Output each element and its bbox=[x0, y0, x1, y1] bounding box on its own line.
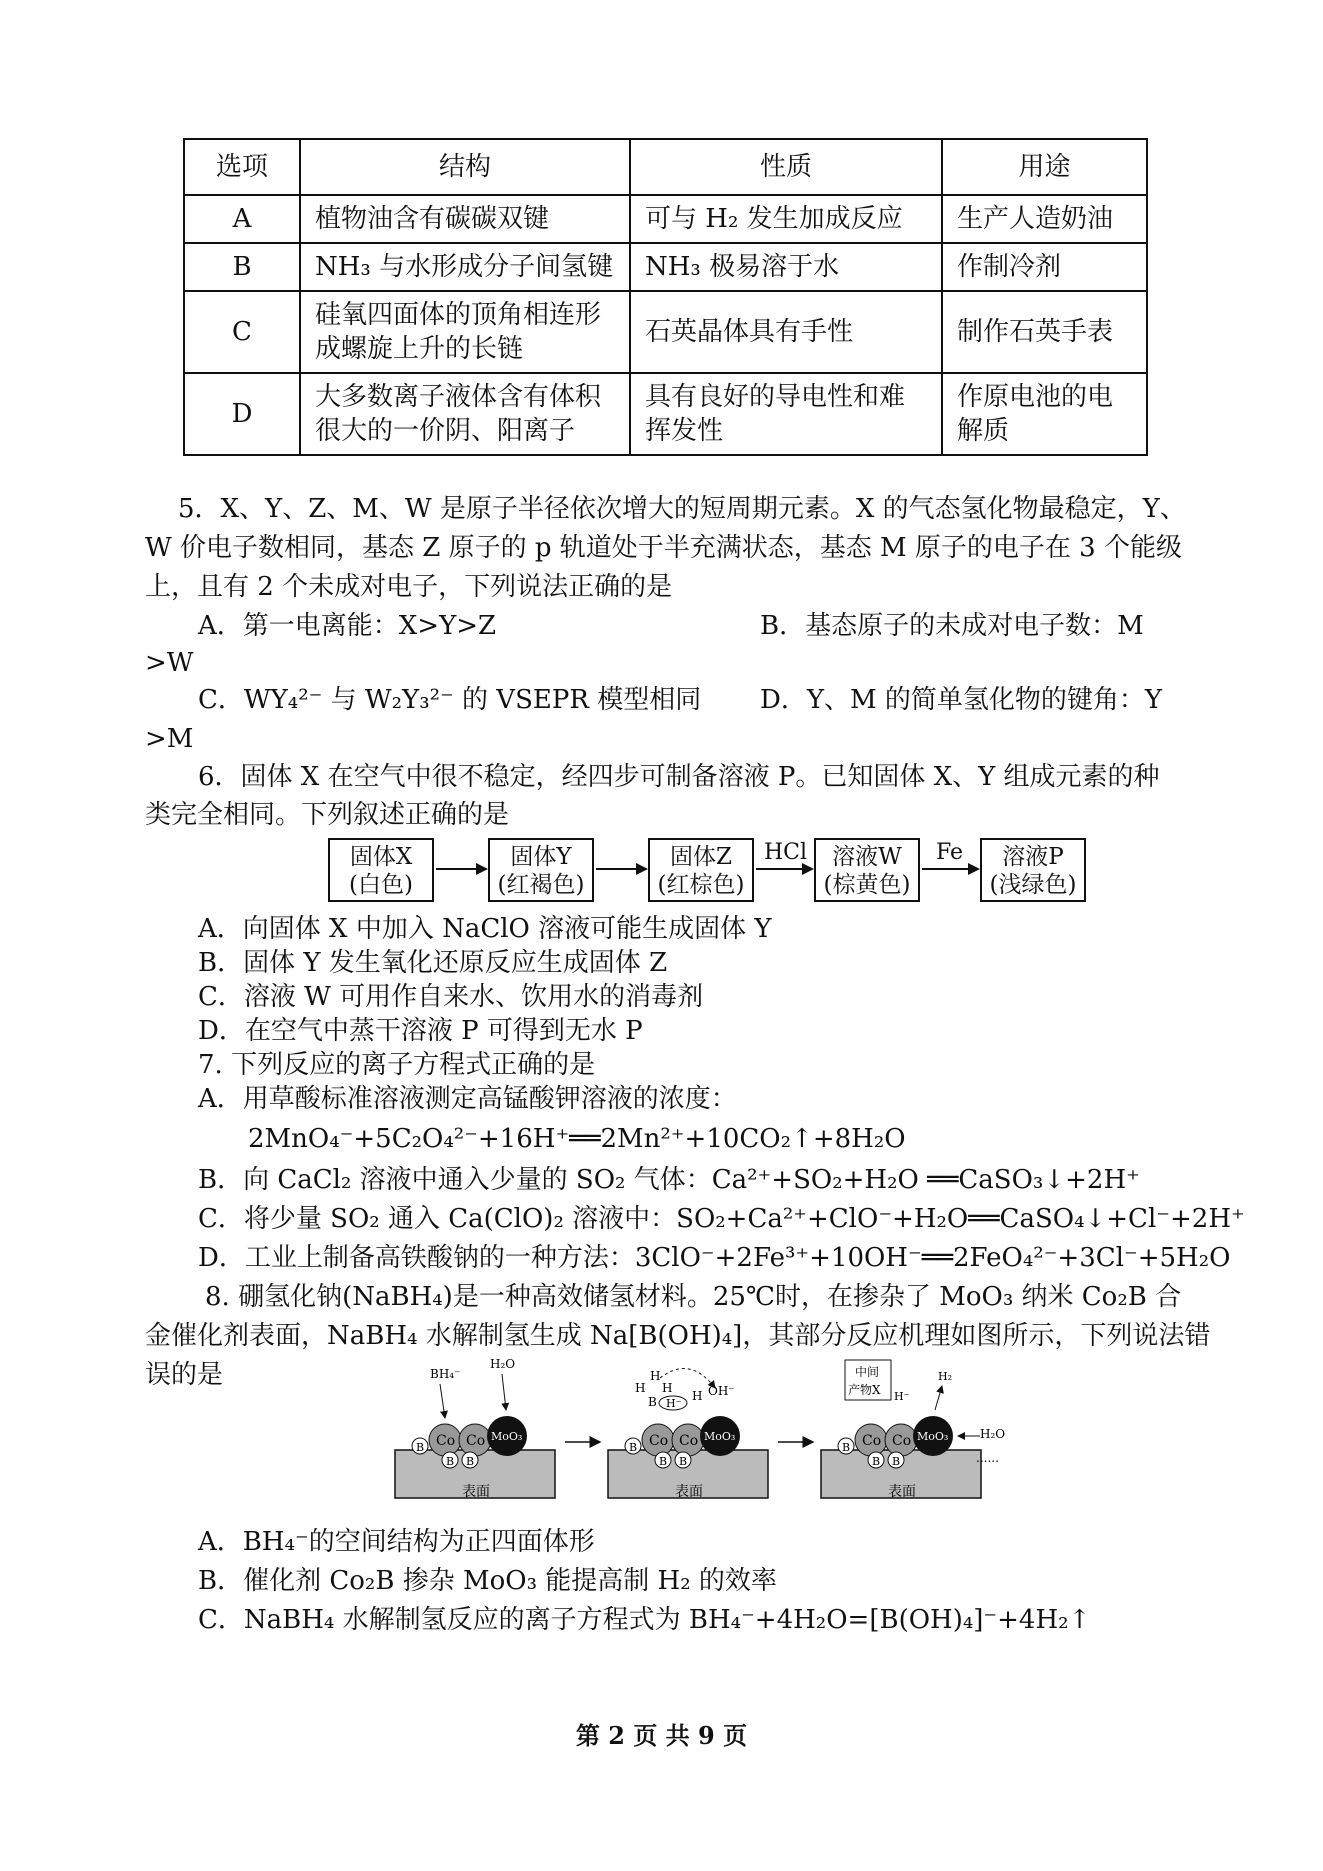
co-label: Co bbox=[892, 1433, 912, 1449]
row-use bbox=[942, 373, 1147, 455]
structure-line: 硅氧四面体的顶角相连形 bbox=[315, 300, 602, 330]
b-label: B bbox=[648, 1395, 657, 1409]
flow-arrow bbox=[596, 868, 646, 870]
q5-option-d: D．Y、M 的简单氢化物的键角：Y bbox=[760, 685, 1163, 715]
q5-stem-line2: W 价电子数相同，基态 Z 原子的 p 轨道处于半充满状态，基态 M 原子的电子在 3 个能级 bbox=[145, 533, 1182, 563]
h-label: H bbox=[635, 1381, 646, 1395]
property-line: 挥发性 bbox=[645, 416, 724, 446]
intermediate-label: 产物X bbox=[848, 1383, 881, 1397]
h-label: H bbox=[662, 1381, 673, 1395]
surface-label: 表面 bbox=[462, 1484, 490, 1500]
property-line: 具有良好的导电性和难 bbox=[645, 382, 906, 412]
flow-box-color: (红褐色) bbox=[497, 872, 585, 898]
continuation-dots: ...... bbox=[976, 1451, 999, 1465]
arrow-bh4 bbox=[440, 1384, 445, 1418]
q8-option-a: A．BH₄⁻的空间结构为正四面体形 bbox=[198, 1527, 595, 1557]
panel-3 bbox=[821, 1360, 1005, 1500]
q6-stem-line1: 6．固体 X 在空气中很不稳定，经四步可制备溶液 P。已知固体 X、Y 组成元素的种 bbox=[198, 762, 1160, 792]
flow-arrow-fe bbox=[922, 840, 978, 870]
row-option: A bbox=[184, 195, 300, 243]
flow-box-color: (浅绿色) bbox=[989, 872, 1077, 898]
flow-box-label: 固体X bbox=[349, 844, 413, 870]
q5-option-d-cont: >M bbox=[145, 724, 194, 754]
row-property: 石英晶体具有手性 bbox=[630, 291, 942, 373]
row-use: 生产人造奶油 bbox=[942, 195, 1147, 243]
table-row bbox=[184, 195, 1147, 243]
flow-box-color: (白色) bbox=[349, 872, 413, 898]
surface-label: 表面 bbox=[888, 1484, 916, 1500]
co-label: Co bbox=[679, 1433, 699, 1449]
row-use: 制作石英手表 bbox=[942, 291, 1147, 373]
flow-arrow bbox=[436, 868, 486, 870]
row-option: C bbox=[184, 291, 300, 373]
q8-option-c: C．NaBH₄ 水解制氢反应的离子方程式为 BH₄⁻+4H₂O=[B(OH)₄]⁻+4H₂↑ bbox=[198, 1605, 1091, 1635]
panel-2 bbox=[608, 1369, 768, 1500]
co-label: Co bbox=[649, 1433, 669, 1449]
header-property: 性质 bbox=[630, 139, 942, 195]
q5-option-b-cont: >W bbox=[145, 648, 194, 678]
table-row bbox=[184, 243, 1147, 291]
flow-box-solution-p bbox=[980, 838, 1086, 902]
q8-stem-line2: 金催化剂表面，NaBH₄ 水解制氢生成 Na[B(OH)₄]，其部分反应机理如图所示，下列说法错 bbox=[145, 1321, 1211, 1351]
q7-option-a-equation: 2MnO₄⁻+5C₂O₄²⁻+16H⁺══2Mn²⁺+10CO₂↑+8H₂O bbox=[248, 1124, 906, 1154]
moo3-label: MoO₃ bbox=[491, 1430, 523, 1443]
q5-option-c: C．WY₄²⁻ 与 W₂Y₃²⁻ 的 VSEPR 模型相同 bbox=[198, 685, 702, 715]
intermediate-label: 中间 bbox=[855, 1365, 880, 1379]
bh4-label: BH₄⁻ bbox=[430, 1367, 461, 1381]
row-property: 可与 H₂ 发生加成反应 bbox=[630, 195, 942, 243]
q7-option-b: B．向 CaCl₂ 溶液中通入少量的 SO₂ 气体：Ca²⁺+SO₂+H₂O ══CaSO₃↓+2H⁺ bbox=[198, 1165, 1140, 1195]
row-use: 作制冷剂 bbox=[942, 243, 1147, 291]
q6-stem-line2: 类完全相同。下列叙述正确的是 bbox=[145, 800, 510, 830]
q8-stem-line1: 8. 硼氢化钠(NaBH₄)是一种高效储氢材料。25℃时，在掺杂了 MoO₃ 纳米 Co₂B 合 bbox=[205, 1282, 1182, 1312]
flow-box-solid-y bbox=[488, 838, 594, 902]
flow-arrow-hcl bbox=[756, 840, 812, 870]
b-label: B bbox=[466, 1455, 475, 1468]
h2o-label: H₂O bbox=[980, 1427, 1006, 1441]
q8-stem-line3: 误的是 bbox=[145, 1360, 224, 1390]
page-footer: 第 2 页 共 9 页 bbox=[575, 1721, 748, 1750]
flow-box-solid-x bbox=[328, 838, 434, 902]
b-label: B bbox=[679, 1455, 688, 1468]
b-label: B bbox=[842, 1441, 851, 1454]
flow-box-label: 溶液P bbox=[1002, 844, 1064, 870]
b-label: B bbox=[872, 1455, 881, 1468]
h2o-label: H₂O bbox=[490, 1357, 516, 1371]
q7-option-c: C．将少量 SO₂ 通入 Ca(ClO)₂ 溶液中：SO₂+Ca²⁺+ClO⁻+H₂O══CaSO₄↓+Cl⁻+2H⁺ bbox=[198, 1204, 1245, 1234]
q6-option-b: B．固体 Y 发生氧化还原反应生成固体 Z bbox=[198, 948, 668, 978]
flow-box-label: 溶液W bbox=[832, 844, 902, 870]
b-label: B bbox=[629, 1441, 638, 1454]
arrow-h2o bbox=[502, 1374, 506, 1410]
header-structure: 结构 bbox=[300, 139, 630, 195]
h-label: H bbox=[692, 1389, 703, 1403]
row-option: B bbox=[184, 243, 300, 291]
co-label: Co bbox=[862, 1433, 882, 1449]
surface-label: 表面 bbox=[675, 1484, 703, 1500]
structure-line: 大多数离子液体含有体积 bbox=[315, 382, 602, 412]
q6-option-c: C．溶液 W 可用作自来水、饮用水的消毒剂 bbox=[198, 982, 704, 1012]
flow-box-color: (棕黄色) bbox=[823, 872, 911, 898]
q7-stem: 7. 下列反应的离子方程式正确的是 bbox=[198, 1050, 596, 1080]
b-label: B bbox=[416, 1441, 425, 1454]
options-table bbox=[183, 138, 1148, 456]
row-structure: 植物油含有碳碳双键 bbox=[300, 195, 630, 243]
row-structure: NH₃ 与水形成分子间氢键 bbox=[300, 243, 630, 291]
reaction-mechanism-figure bbox=[390, 1350, 1010, 1510]
h-minus-label: H⁻ bbox=[666, 1397, 682, 1410]
moo3-label: MoO₃ bbox=[704, 1430, 736, 1443]
moo3-label: MoO₃ bbox=[917, 1430, 949, 1443]
b-label: B bbox=[446, 1455, 455, 1468]
row-property bbox=[630, 373, 942, 455]
flow-arrow-label: HCl bbox=[764, 840, 808, 865]
flow-box-solution-w bbox=[814, 838, 920, 902]
panel-1 bbox=[395, 1357, 555, 1500]
structure-line: 成螺旋上升的长链 bbox=[315, 334, 524, 364]
flow-box-color: (红棕色) bbox=[657, 872, 745, 898]
b-label: B bbox=[659, 1455, 668, 1468]
q6-option-d: D．在空气中蒸干溶液 P 可得到无水 P bbox=[198, 1016, 643, 1046]
table-row bbox=[184, 291, 1147, 373]
q5-stem-line3: 上，且有 2 个未成对电子，下列说法正确的是 bbox=[145, 572, 673, 602]
q6-option-a: A．向固体 X 中加入 NaClO 溶液可能生成固体 Y bbox=[198, 914, 772, 944]
h-minus-label: H⁻ bbox=[894, 1390, 910, 1403]
q7-option-a: A．用草酸标准溶液测定高锰酸钾溶液的浓度： bbox=[198, 1084, 737, 1114]
b-label: B bbox=[892, 1455, 901, 1468]
arrow-h2 bbox=[935, 1386, 942, 1410]
co-label: Co bbox=[436, 1433, 456, 1449]
flow-box-label: 固体Y bbox=[510, 844, 572, 870]
q5-option-a: A．第一电离能：X>Y>Z bbox=[198, 611, 497, 641]
q8-option-b: B．催化剂 Co₂B 掺杂 MoO₃ 能提高制 H₂ 的效率 bbox=[198, 1566, 777, 1596]
row-option: D bbox=[184, 373, 300, 455]
co-label: Co bbox=[466, 1433, 486, 1449]
use-line: 解质 bbox=[957, 416, 1010, 446]
q5-option-b: B．基态原子的未成对电子数：M bbox=[760, 611, 1144, 641]
row-property: NH₃ 极易溶于水 bbox=[630, 243, 942, 291]
h-label: H bbox=[650, 1369, 661, 1383]
oh-label: OH⁻ bbox=[708, 1384, 735, 1398]
table-row bbox=[184, 373, 1147, 455]
flow-box-label: 固体Z bbox=[670, 844, 732, 870]
q7-option-d: D．工业上制备高铁酸钠的一种方法：3ClO⁻+2Fe³⁺+10OH⁻══2FeO₄²⁻+3Cl⁻+5H₂O bbox=[198, 1243, 1231, 1273]
flow-arrow-label: Fe bbox=[936, 840, 964, 865]
use-line: 作原电池的电 bbox=[957, 382, 1114, 412]
header-option: 选项 bbox=[184, 139, 300, 195]
table-header-row bbox=[184, 139, 1147, 195]
h2-label: H₂ bbox=[938, 1370, 953, 1383]
row-structure bbox=[300, 373, 630, 455]
flow-box-solid-z bbox=[648, 838, 754, 902]
structure-line: 很大的一价阴、阳离子 bbox=[315, 416, 576, 446]
header-use: 用途 bbox=[942, 139, 1147, 195]
row-structure bbox=[300, 291, 630, 373]
q5-stem-line1: 5．X、Y、Z、M、W 是原子半径依次增大的短周期元素。X 的气态氢化物最稳定，Y、 bbox=[178, 494, 1186, 524]
